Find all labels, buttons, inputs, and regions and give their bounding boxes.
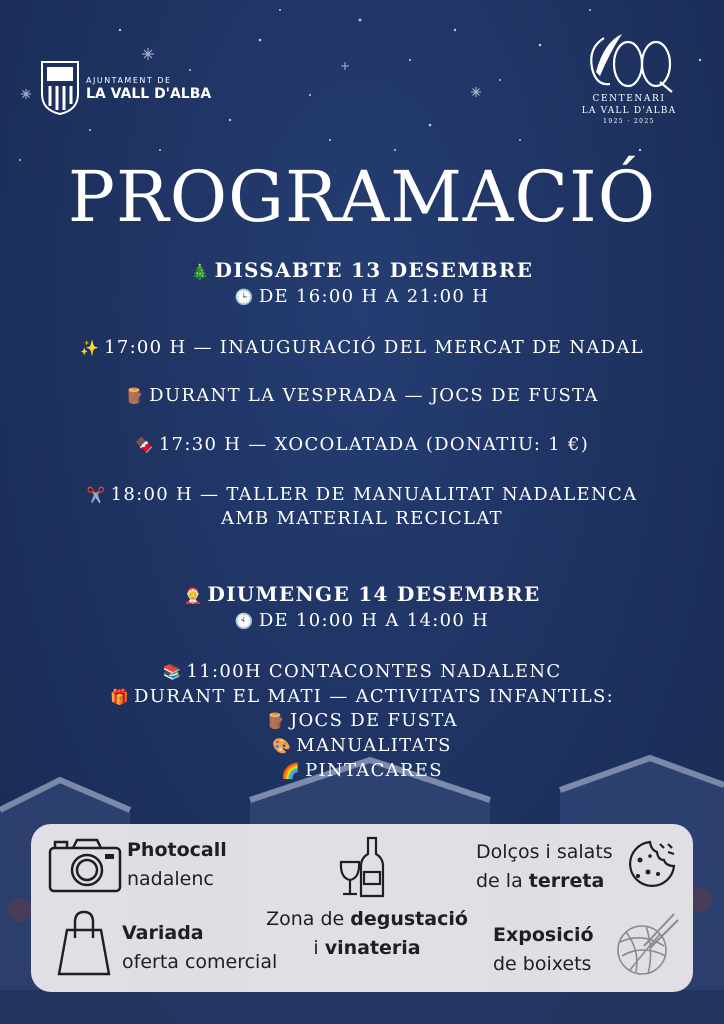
event-text: MANUALITATS [296,735,452,756]
wood-icon: 🪵 [125,387,146,405]
saturday-event [0,337,724,358]
saturday-day: DISSABTE 13 DESEMBRE [214,258,534,282]
mrs-claus-icon: 🤶 [183,587,204,605]
shield-icon [40,60,80,116]
gift-icon: 🎁 [110,688,131,706]
centenary-100-emblem [574,32,684,94]
yarn-ball-icon [610,910,680,980]
feature-wine-bold: degustació [350,908,468,930]
municipality-small-text: AJUNTAMENT DE [86,76,172,85]
centenary-town: LA VALL D'ALBA [581,106,677,116]
saturday-hours: DE 16:00 H A 21:00 H [258,286,490,307]
feature-photocall-text: nadalenc [127,868,214,890]
sunday-event [0,735,724,756]
feature-wine-bold2: vinateria [324,937,421,959]
wood-icon: 🪵 [266,712,286,730]
centenary-years: 1925 · 2025 [603,118,655,125]
feature-sweets-line1: Dolços i salats [476,841,613,863]
saturday-event [0,385,724,406]
feature-exhibition-text: de boixets [493,953,592,975]
saturday-day-line [0,258,724,282]
municipality-logo [40,60,230,120]
event-text: DURANT EL MATI — ACTIVITATS INFANTILS: [134,686,614,707]
sunday-day: DIUMENGE 14 DESEMBRE [207,582,541,606]
sunday-day-line [0,582,724,606]
centenary-logo [574,24,684,124]
page-title: PROGRAMACIÓ [67,156,657,238]
saturday-hours-line [0,286,724,307]
event-text: JOCS DE FUSTA [289,710,458,731]
sunday-event [0,661,724,682]
palette-icon: 🎨 [272,737,293,755]
centenary-label: CENTENARI [592,94,666,104]
sunday-event [0,710,724,731]
feature-photocall [127,836,227,894]
shopping-bag-icon [55,908,113,978]
feature-shopping [122,919,277,977]
saturday-event [0,434,724,455]
feature-shopping-bold: Variada [122,922,204,944]
clock-icon: 🕒 [234,288,255,306]
wine-icon [338,836,386,900]
clock-icon: 🕙 [234,612,255,630]
saturday-event [0,484,724,505]
saturday-event-continuation: AMB MATERIAL RECICLAT [221,508,503,529]
chocolate-icon: 🍫 [134,436,155,454]
feature-wine-prefix: Zona de [266,908,351,930]
feature-photocall-bold: Photocall [127,839,227,861]
event-text: 18:00 H — TALLER DE MANUALITAT NADALENCA [110,484,638,505]
christmas-tree-icon: 🎄 [190,263,211,281]
event-text: 11:00H CONTACONTES NADALENC [186,661,562,682]
event-text: PINTACARES [305,760,443,781]
feature-sweets-prefix: de la [476,870,529,892]
feature-shopping-text: oferta comercial [122,951,278,973]
feature-sweets [476,838,613,896]
sparkles-icon: ✨ [80,339,101,357]
sunday-event [0,760,724,781]
event-text: 17:00 H — INAUGURACIÓ DEL MERCAT DE NADAL [104,337,644,358]
feature-exhibition [493,921,594,979]
sunday-hours-line [0,610,724,631]
books-icon: 📚 [162,663,183,681]
municipality-name: LA VALL D'ALBA [86,86,212,102]
feature-wine [262,905,472,963]
rainbow-icon: 🌈 [281,762,302,780]
feature-exhibition-bold: Exposició [493,924,594,946]
scissors-icon: ✂️ [86,486,107,504]
sunday-event [0,686,724,707]
feature-sweets-bold: terreta [528,870,605,892]
event-text: 17:30 H — XOCOLATADA (DONATIU: 1 €) [158,434,590,455]
sunday-hours: DE 10:00 H A 14:00 H [258,610,490,631]
event-text: DURANT LA VESPRADA — JOCS DE FUSTA [149,385,599,406]
camera-icon [47,836,123,894]
feature-wine-prefix2: i [313,937,325,959]
cookie-icon [624,838,678,890]
